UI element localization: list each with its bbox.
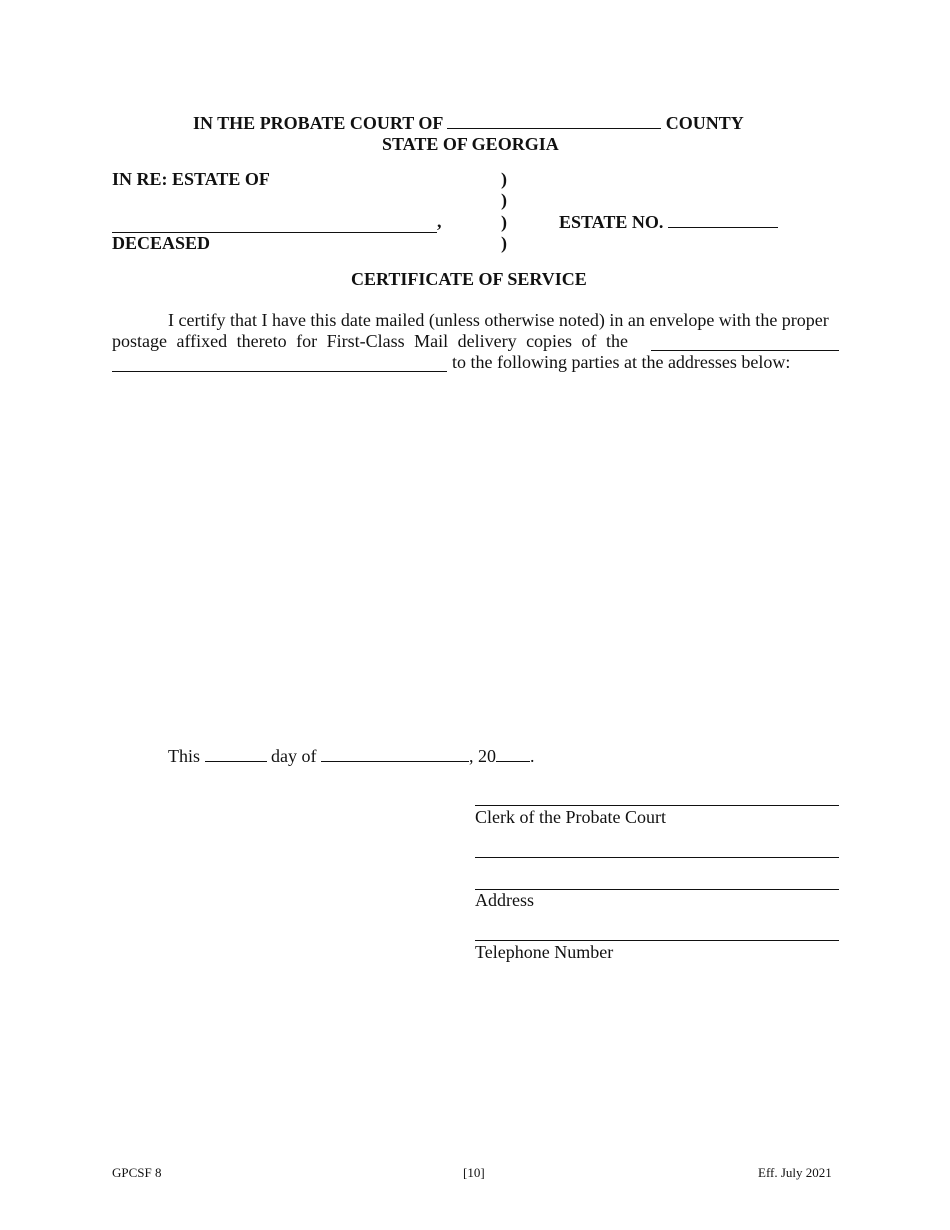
body-line-2: postage affixed thereto for First-Class Mail delivery copies of the <box>112 331 629 351</box>
date-year-prefix: , 20 <box>469 746 496 766</box>
document-name-blank-1[interactable] <box>651 350 839 351</box>
footer-effective-date: Eff. July 2021 <box>758 1165 832 1180</box>
month-blank[interactable] <box>321 747 469 762</box>
estate-no-blank[interactable] <box>668 213 778 228</box>
date-day-of: day of <box>271 746 317 766</box>
caption-paren-1: ) <box>501 169 507 189</box>
address-label: Address <box>475 890 534 910</box>
date-period: . <box>530 746 535 766</box>
document-title: CERTIFICATE OF SERVICE <box>351 269 587 289</box>
deceased-label: DECEASED <box>112 233 211 253</box>
date-this: This <box>168 746 201 766</box>
state-heading: STATE OF GEORGIA <box>382 134 559 154</box>
county-blank[interactable] <box>447 114 661 129</box>
document-name-blank-2[interactable] <box>112 371 447 372</box>
court-suffix: COUNTY <box>665 113 744 133</box>
day-blank[interactable] <box>205 747 267 762</box>
address-line-1[interactable] <box>475 857 839 858</box>
clerk-label: Clerk of the Probate Court <box>475 807 666 827</box>
year-blank[interactable] <box>496 747 530 762</box>
body-line-3: to the following parties at the addresses below: <box>452 352 791 372</box>
decedent-comma: , <box>437 211 442 231</box>
court-prefix: IN THE PROBATE COURT OF <box>193 113 443 133</box>
date-line <box>168 746 535 767</box>
footer-form-id: GPCSF 8 <box>112 1165 162 1180</box>
caption-paren-3: ) <box>501 212 507 232</box>
footer-page-number: [10] <box>463 1165 485 1180</box>
estate-no-label: ESTATE NO. <box>559 212 664 232</box>
court-heading <box>193 113 744 134</box>
estate-no-field <box>559 212 778 233</box>
in-re-label: IN RE: ESTATE OF <box>112 169 270 189</box>
body-line-1: I certify that I have this date mailed (unless otherwise noted) in an envelope with the proper <box>168 310 829 330</box>
clerk-signature-line[interactable] <box>475 805 839 806</box>
caption-paren-2: ) <box>501 190 507 210</box>
telephone-label: Telephone Number <box>475 942 614 962</box>
telephone-line[interactable] <box>475 940 839 941</box>
caption-paren-4: ) <box>501 233 507 253</box>
